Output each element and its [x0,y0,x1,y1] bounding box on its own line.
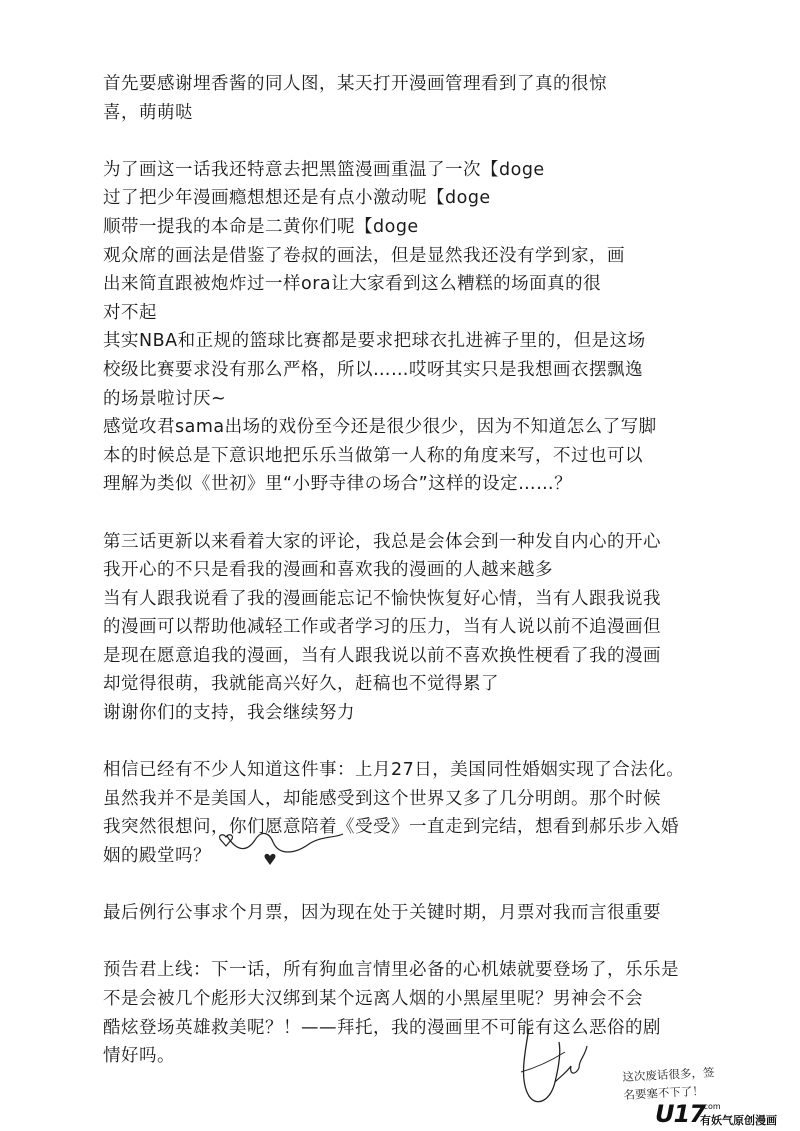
text-line: 姻的殿堂吗？ [103,846,211,867]
paragraph-thanks [103,70,753,127]
u17-slogan: 有妖气原创漫画 [700,1114,777,1127]
text-line: 相信已经有不少人知道这件事：上月27日，美国同性婚姻实现了合法化。 [103,760,685,781]
text-line: 理解为类似《世初》里“小野寺律の场合”这样的设定……？ [103,474,573,495]
text-line: 预告君上线：下一话，所有狗血言情里必备的心机婊就要登场了，乐乐是 [103,960,679,981]
note-line: 这次废话很多，签 [622,1065,715,1084]
text-line: 却觉得很萌，我就能高兴好久，赶稿也不觉得累了 [103,674,499,695]
letter-body [103,70,753,1099]
text-line: 谢谢你们的支持，我会继续努力 [103,703,355,724]
text-line: 虽然我并不是美国人，却能感受到这个世界又多了几分明朗。那个时候 [103,788,661,809]
u17-domain: .com [701,1102,721,1111]
paragraph-news [103,756,753,870]
paragraph-monthly-ticket [103,899,753,928]
u17-watermark [655,1100,795,1130]
text-line: 的场景啦讨厌~ [103,388,227,409]
paragraph-chapter-notes [103,156,753,499]
heart-icon [264,852,276,866]
squiggle-underline-decoration [225,826,345,862]
text-line: 顺带一提我的本命是二黄你们呢【doge [103,216,419,237]
text-line: 第三话更新以来看着大家的评论，我总是会体会到一种发自内心的开心 [103,531,661,552]
author-signature [515,1022,595,1112]
u17-logo: U17 [655,1100,705,1128]
text-line: 过了把少年漫画瘾想想还是有点小激动呢【doge [103,188,491,209]
text-line: 感觉攻君sama出场的戏份至今还是很少很少，因为不知道怎么了写脚 [103,417,657,438]
text-line: 我突然很想问，你们愿意陪着《受受》一直走到完结，想看到郝乐步入婚 [103,817,679,838]
text-line: 出来简直跟被炮炸过一样ora让大家看到这么糟糕的场面真的很 [103,274,602,295]
text-line: 不是会被几个彪形大汉绑到某个远离人烟的小黑屋里呢？男神会不会 [103,989,643,1009]
text-line: 情好吗。 [103,1046,175,1067]
paragraph-preview [103,956,753,1070]
signature-note [622,1063,716,1104]
text-line: 最后例行公事求个月票，因为现在处于关键时期，月票对我而言很重要 [103,903,661,924]
text-line: 首先要感谢埋香酱的同人图，某天打开漫画管理看到了真的很惊 [103,74,607,94]
text-line: 为了画这一话我还特意去把黑篮漫画重温了一次【doge [103,159,545,180]
paragraph-reader-feedback [103,528,753,728]
heart-outline-icon [218,832,234,848]
note-line: 名要塞不下了！ [623,1083,705,1102]
text-line: 酷炫登场英雄救美呢？！——拜托，我的漫画里不可能有这么恶俗的剧 [103,1017,661,1038]
text-line: 观众席的画法是借鉴了卷叔的画法，但是显然我还没有学到家，画 [103,245,625,266]
text-line: 我开心的不只是看我的漫画和喜欢我的漫画的人越来越多 [103,560,553,581]
text-line: 其实NBA和正规的篮球比赛都是要求把球衣扎进裤子里的，但是这场 [103,331,646,352]
text-line: 当有人跟我说看了我的漫画能忘记不愉快恢复好心情，当有人跟我说我 [103,588,661,609]
text-line: 喜，萌萌哒 [103,102,193,123]
text-line: 本的时候总是下意识地把乐乐当做第一人称的角度来写，不过也可以 [103,445,643,466]
text-line: 的漫画可以帮助他减轻工作或者学习的压力，当有人说以前不追漫画但 [103,617,661,638]
text-line: 对不起 [103,302,157,323]
text-line: 校级比赛要求没有那么严格，所以……哎呀其实只是我想画衣摆飘逸 [103,359,643,380]
text-line: 是现在愿意追我的漫画，当有人跟我说以前不喜欢换性梗看了我的漫画 [103,645,661,666]
